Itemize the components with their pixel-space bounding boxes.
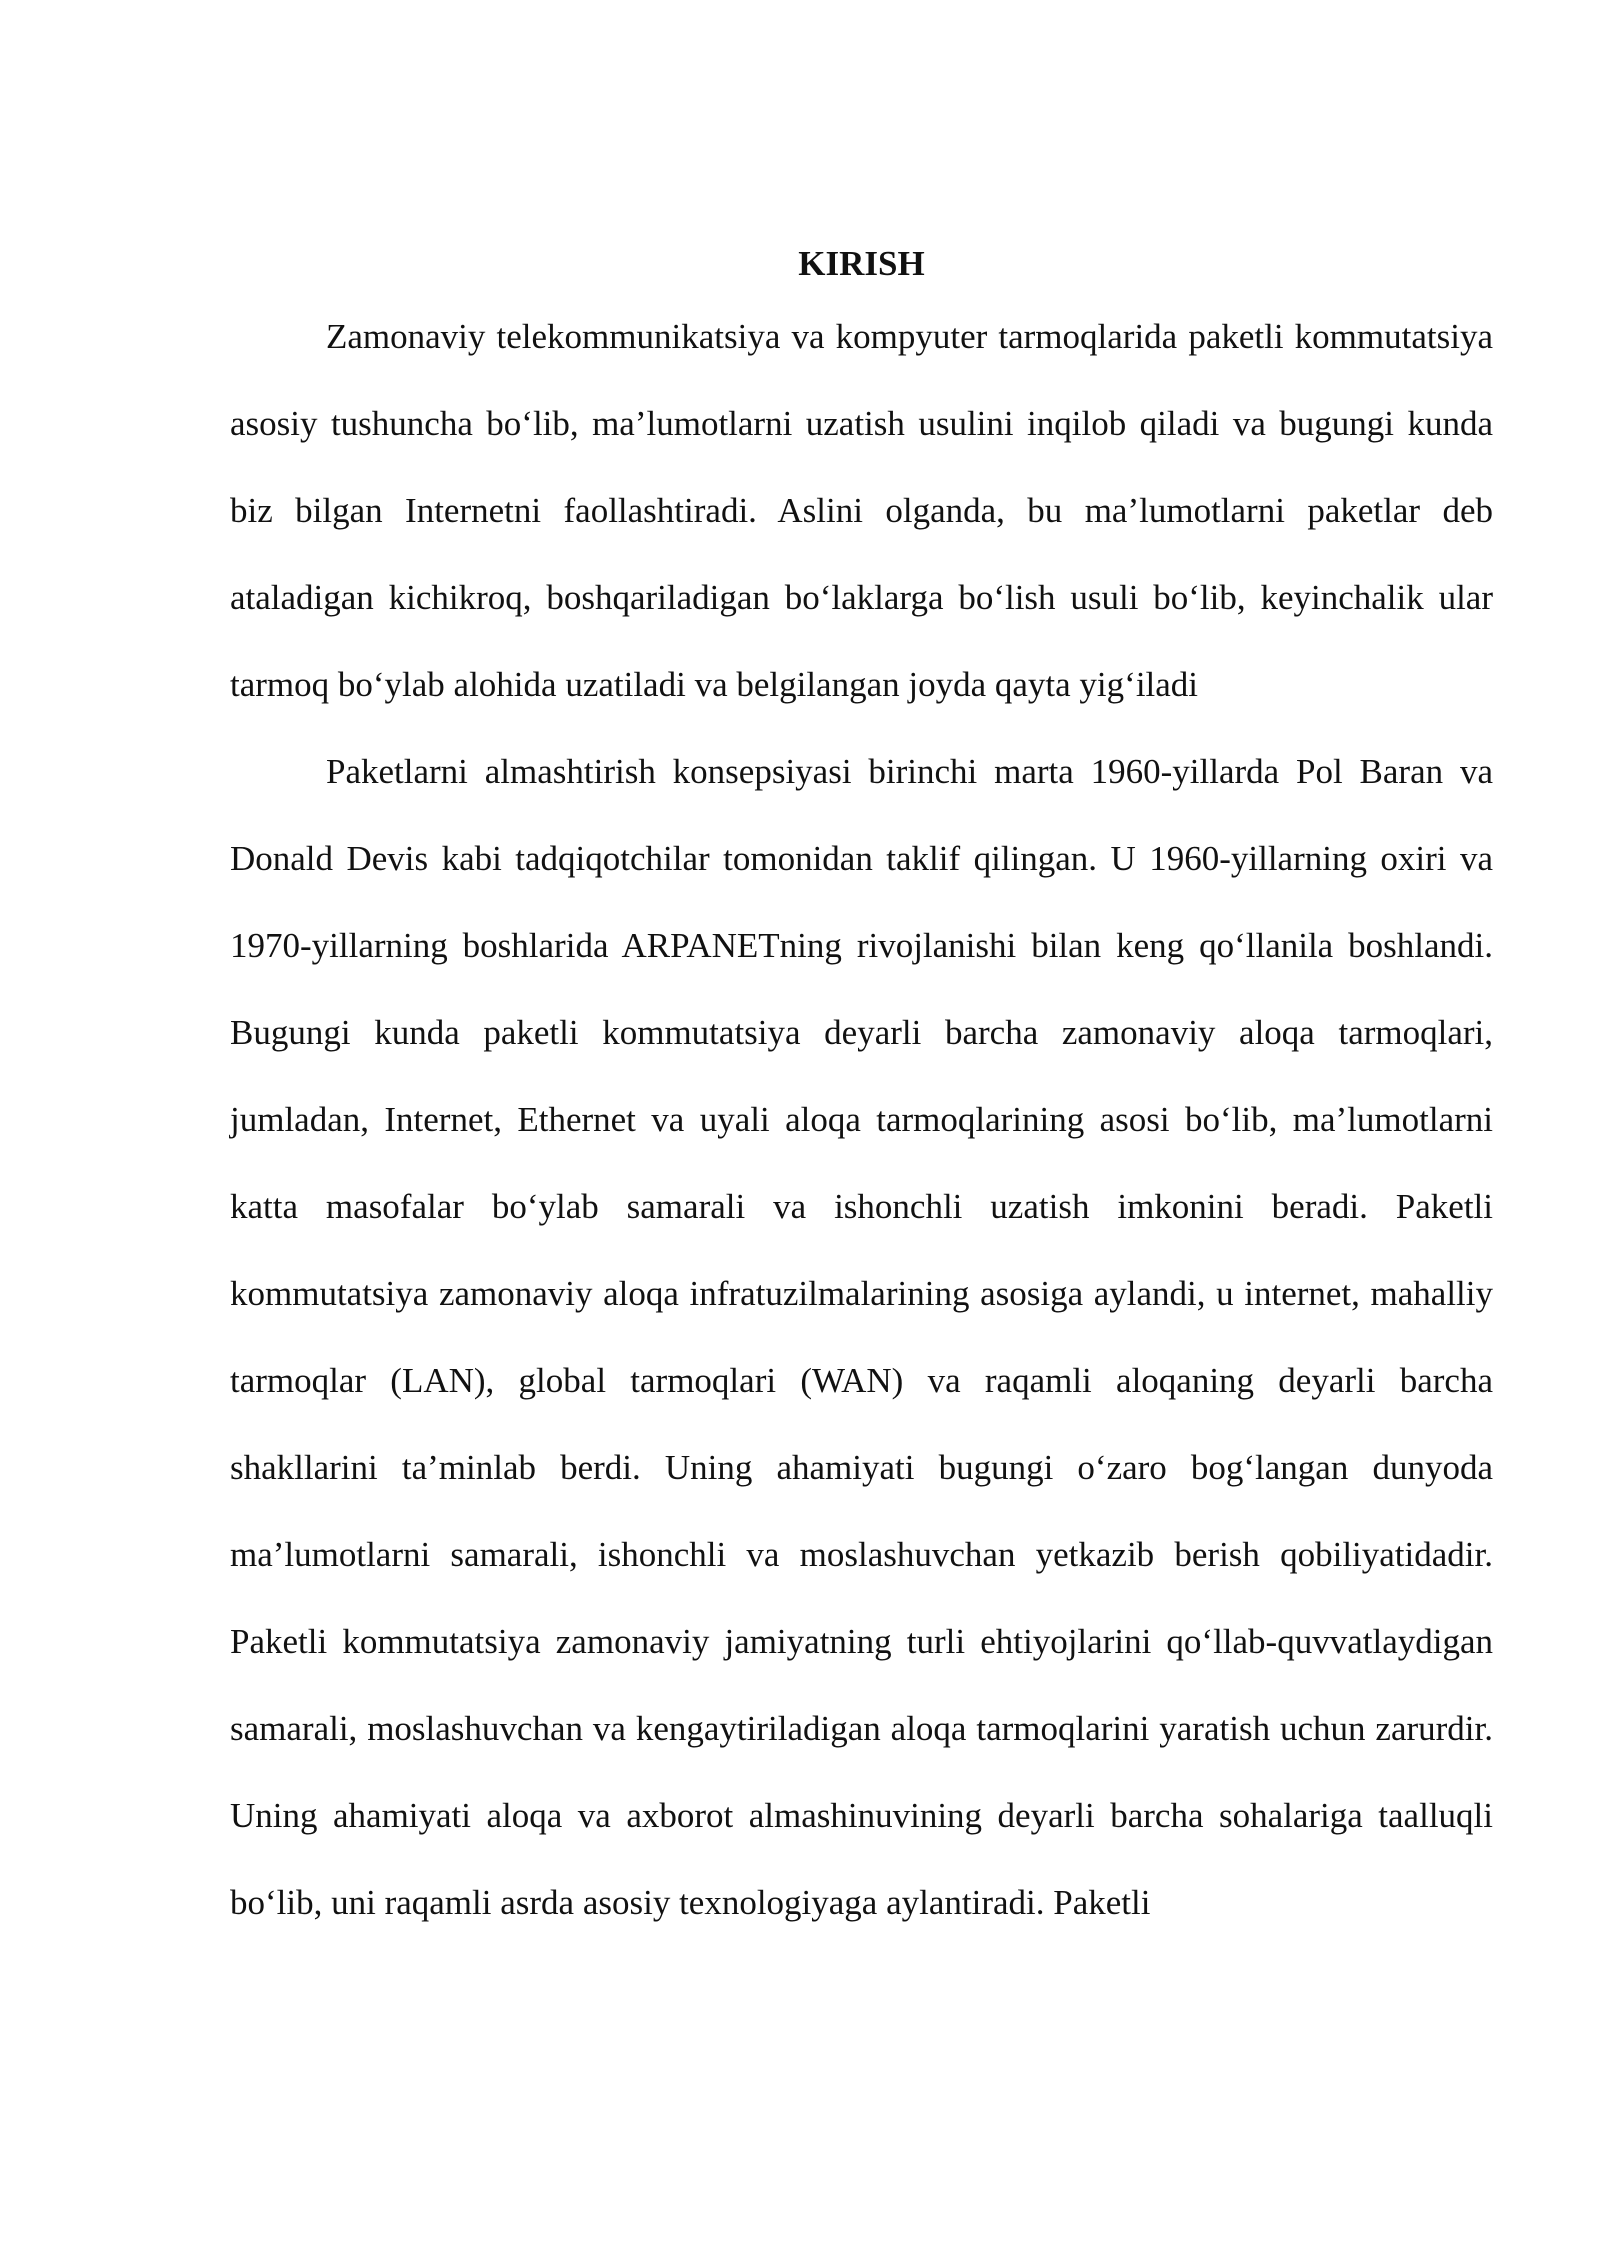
paragraph-history: Paketlarni almashtirish konsepsiyasi birinchi marta 1960-yillarda Pol Baran va Donald Devis kabi tadqiqotchilar tomonidan taklif qilingan. U 1960-yillarning oxiri va 1970-yillarning boshlarida ARPANETning rivojlanishi bilan keng qo‘llanila boshlandi. Bugungi kunda paketli kommutatsiya deyarli barcha zamonaviy aloqa tarmoqlari, jumladan, Internet, Ethernet va uyali aloqa tarmoqlarining asosi bo‘lib, ma’lumotlarni katta masofalar bo‘ylab samarali va ishonchli uzatish imkonini beradi. Paketli kommutatsiya zamonaviy aloqa infratuzilmalarining asosiga aylandi, u internet, mahalliy tarmoqlar (LAN), global tarmoqlari (WAN) va raqamli aloqaning deyarli barcha shakllarini ta’minlab berdi. Uning ahamiyati bugungi o‘zaro bog‘langan dunyoda ma’lumotlarni samarali, ishonchli va moslashuvchan yetkazib berish qobiliyatidadir. Paketli kommutatsiya zamonaviy jamiyatning turli ehtiyojlarini qo‘llab-quvvatlaydigan samarali, moslashuvchan va kengaytiriladigan aloqa tarmoqlarini yaratish uchun zarurdir. Uning ahamiyati aloqa va axborot almashinuvining deyarli barcha sohalariga taalluqli bo‘lib, uni raqamli asrda asosiy texnologiyaga aylantiradi. Paketli — [230, 752, 1493, 1922]
paragraph-intro: Zamonaviy telekommunikatsiya va kompyuter tarmoqlarida paketli kommutatsiya asosiy tushuncha bo‘lib, ma’lumotlarni uzatish usulini inqilob qiladi va bugungi kunda biz bilgan Internetni faollashtiradi. Aslini olganda, bu ma’lumotlarni paketlar deb ataladigan kichikroq, boshqariladigan bo‘laklarga bo‘lish usuli bo‘lib, keyinchalik ular tarmoq bo‘ylab alohida uzatiladi va belgilangan joyda qayta yig‘iladi — [230, 317, 1493, 704]
document-body — [230, 235, 1493, 1946]
page-heading: KIRISH — [798, 244, 925, 283]
